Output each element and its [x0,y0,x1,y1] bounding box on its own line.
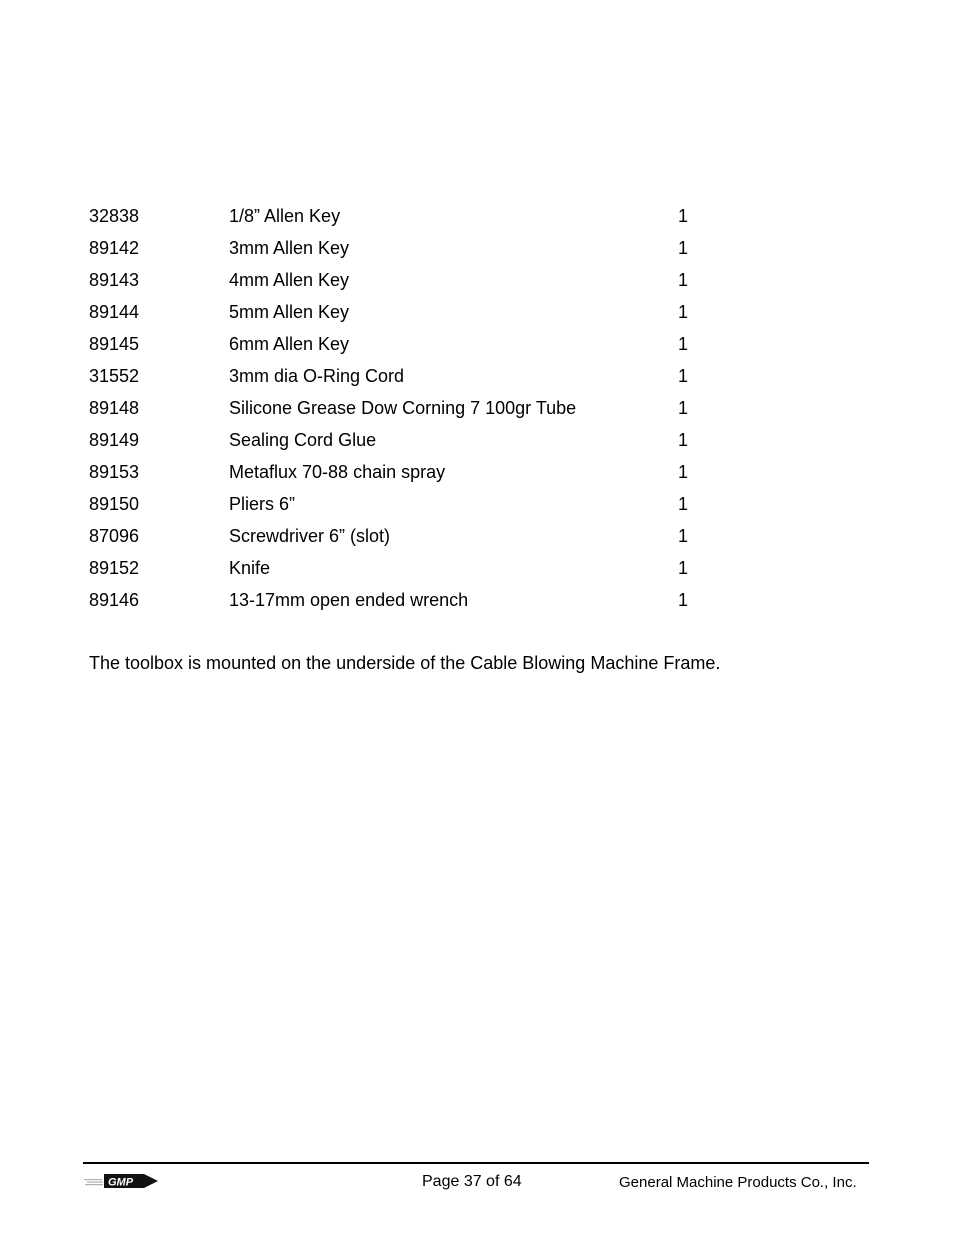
part-quantity: 1 [678,270,689,290]
part-quantity: 1 [678,430,689,450]
part-description: 3mm dia O-Ring Cord [229,366,405,386]
part-number: 89144 [89,302,140,322]
parts-row [89,328,729,360]
gmp-logo-text: GMP [108,1176,134,1189]
company-name: General Machine Products Co., Inc. [619,1174,857,1191]
part-number: 32838 [89,206,140,226]
parts-row [89,520,729,552]
parts-row [89,488,729,520]
part-quantity: 1 [678,398,689,418]
part-number: 89149 [89,430,140,450]
part-number: 89152 [89,558,140,578]
parts-row [89,200,729,232]
part-description: Pliers 6” [229,494,296,514]
part-quantity: 1 [678,302,689,322]
part-description: 6mm Allen Key [229,334,350,354]
part-quantity: 1 [678,526,689,546]
part-description: Screwdriver 6” (slot) [229,526,391,546]
part-number: 87096 [89,526,140,546]
part-number: 89148 [89,398,140,418]
part-quantity: 1 [678,334,689,354]
part-description: 4mm Allen Key [229,270,350,290]
part-description: 13-17mm open ended wrench [229,590,469,610]
parts-row [89,360,729,392]
toolbox-note: The toolbox is mounted on the underside of the Cable Blowing Machine Frame. [89,653,721,673]
page-number: Page 37 of 64 [422,1173,522,1190]
parts-row [89,552,729,584]
part-description: Metaflux 70-88 chain spray [229,462,446,482]
footer-divider [83,1162,869,1164]
parts-row [89,424,729,456]
part-description: 1/8” Allen Key [229,206,341,226]
part-quantity: 1 [678,462,689,482]
part-description: 5mm Allen Key [229,302,350,322]
gmp-logo-icon [84,1170,160,1192]
parts-row [89,456,729,488]
part-quantity: 1 [678,590,689,610]
part-quantity: 1 [678,366,689,386]
part-number: 31552 [89,366,140,386]
parts-row [89,584,729,616]
part-number: 89143 [89,270,140,290]
part-description: 3mm Allen Key [229,238,350,258]
part-number: 89150 [89,494,140,514]
parts-list [89,200,729,616]
part-description: Silicone Grease Dow Corning 7 100gr Tube [229,398,577,418]
parts-row [89,392,729,424]
parts-row [89,264,729,296]
part-quantity: 1 [678,238,689,258]
part-description: Sealing Cord Glue [229,430,377,450]
part-description: Knife [229,558,271,578]
parts-row [89,296,729,328]
parts-row [89,232,729,264]
part-number: 89146 [89,590,140,610]
part-number: 89142 [89,238,140,258]
part-quantity: 1 [678,206,689,226]
part-number: 89153 [89,462,140,482]
part-quantity: 1 [678,494,689,514]
part-number: 89145 [89,334,140,354]
part-quantity: 1 [678,558,689,578]
